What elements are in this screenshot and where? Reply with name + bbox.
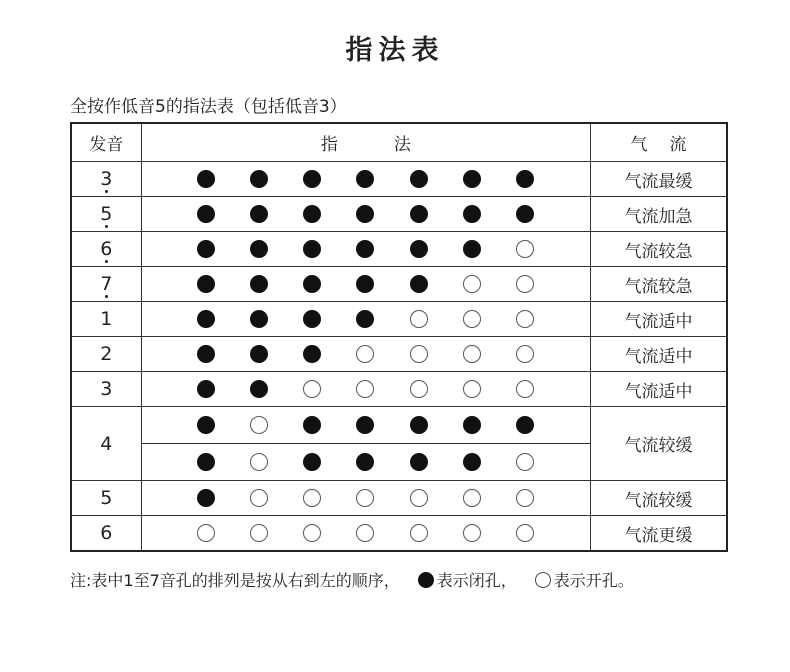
open-hole-icon [463, 345, 481, 363]
note-label: 5 [100, 487, 113, 509]
table-row [71, 162, 727, 197]
closed-hole-icon [303, 240, 321, 258]
note-cell [71, 372, 141, 407]
closed-hole-icon [197, 345, 215, 363]
closed-hole-icon [410, 453, 428, 471]
open-hole-icon [250, 416, 268, 434]
closed-hole-icon [197, 489, 215, 507]
closed-hole-icon [356, 275, 374, 293]
header-fingering: 指法 [141, 123, 590, 162]
closed-hole-icon [250, 380, 268, 398]
table-row [71, 302, 727, 337]
closed-hole-icon [250, 205, 268, 223]
air-cell: 气流更缓 [591, 516, 727, 552]
low-octave-dot [105, 295, 108, 298]
open-hole-icon [463, 275, 481, 293]
closed-hole-icon [410, 205, 428, 223]
air-cell: 气流较急 [591, 267, 727, 302]
note-label: 4 [100, 432, 113, 455]
air-cell: 气流适中 [591, 372, 727, 407]
open-hole-icon [516, 489, 534, 507]
closed-hole-icon [516, 170, 534, 188]
closed-hole-icon [463, 205, 481, 223]
open-hole-icon [303, 380, 321, 398]
open-hole-icon [410, 524, 428, 542]
closed-hole-icon [303, 275, 321, 293]
air-cell: 气流较急 [591, 232, 727, 267]
note-cell [71, 162, 141, 197]
note-cell [71, 481, 141, 516]
closed-hole-icon [303, 416, 321, 434]
fingering-cell [141, 232, 590, 267]
open-hole-icon [250, 453, 268, 471]
table-row [71, 481, 727, 516]
open-hole-icon [410, 345, 428, 363]
closed-hole-icon [410, 416, 428, 434]
open-hole-icon [197, 524, 215, 542]
page-title: 指法表 [345, 35, 445, 66]
closed-hole-icon [410, 170, 428, 188]
open-hole-icon [356, 380, 374, 398]
closed-hole-icon [303, 170, 321, 188]
air-cell: 气流较缓 [591, 407, 727, 481]
open-hole-icon [463, 310, 481, 328]
open-hole-icon [410, 310, 428, 328]
fingering-cell [141, 372, 590, 407]
open-hole-icon [356, 524, 374, 542]
open-hole-icon [303, 524, 321, 542]
table-row [71, 232, 727, 267]
closed-hole-icon [303, 310, 321, 328]
closed-hole-icon [250, 240, 268, 258]
open-hole-icon [516, 275, 534, 293]
closed-hole-icon [463, 240, 481, 258]
air-cell: 气流适中 [591, 302, 727, 337]
header-air: 气流 [591, 123, 727, 162]
closed-hole-icon [356, 416, 374, 434]
note-label: 6 [100, 522, 113, 544]
open-hole-icon [516, 240, 534, 258]
open-hole-icon [516, 524, 534, 542]
open-hole-icon [250, 524, 268, 542]
fingering-cell-alt [141, 444, 590, 481]
closed-hole-icon [197, 416, 215, 434]
table-row [71, 407, 727, 444]
open-hole-icon [463, 489, 481, 507]
open-hole-icon [463, 380, 481, 398]
closed-hole-icon [516, 205, 534, 223]
open-hole-icon [463, 524, 481, 542]
low-octave-dot [105, 225, 108, 228]
closed-hole-icon [410, 275, 428, 293]
closed-hole-icon [197, 453, 215, 471]
table-row [71, 372, 727, 407]
note-cell [71, 337, 141, 372]
open-hole-icon [410, 380, 428, 398]
closed-hole-icon [356, 453, 374, 471]
closed-hole-icon [197, 170, 215, 188]
open-hole-icon [303, 489, 321, 507]
footnote-closed-label: 表示闭孔， [436, 571, 517, 590]
header-note: 发音 [71, 123, 141, 162]
closed-hole-icon [463, 170, 481, 188]
closed-hole-icon [418, 572, 434, 588]
note-label: 2 [100, 343, 113, 365]
note-label: 3 [100, 378, 113, 400]
closed-hole-icon [303, 453, 321, 471]
closed-hole-icon [197, 310, 215, 328]
fingering-cell [141, 337, 590, 372]
header-row [71, 123, 727, 162]
closed-hole-icon [250, 275, 268, 293]
air-cell: 气流较缓 [591, 481, 727, 516]
closed-hole-icon [516, 416, 534, 434]
fingering-cell [141, 267, 590, 302]
closed-hole-icon [303, 205, 321, 223]
low-octave-dot [105, 190, 108, 193]
closed-hole-icon [463, 453, 481, 471]
closed-hole-icon [356, 205, 374, 223]
note-label: 5 [100, 203, 113, 225]
table-row [71, 197, 727, 232]
closed-hole-icon [197, 240, 215, 258]
note-label: 7 [100, 273, 113, 295]
fingering-cell [141, 162, 590, 197]
open-hole-icon [535, 572, 551, 588]
open-hole-icon [356, 345, 374, 363]
footnote [70, 568, 634, 591]
closed-hole-icon [197, 275, 215, 293]
closed-hole-icon [356, 310, 374, 328]
closed-hole-icon [250, 310, 268, 328]
air-cell: 气流适中 [591, 337, 727, 372]
fingering-cell [141, 516, 590, 552]
closed-hole-icon [303, 345, 321, 363]
closed-hole-icon [250, 345, 268, 363]
footnote-text: 注:表中1至7音孔的排列是按从右到左的顺序， [70, 571, 400, 590]
note-cell [71, 267, 141, 302]
note-cell [71, 407, 141, 481]
open-hole-icon [356, 489, 374, 507]
closed-hole-icon [356, 170, 374, 188]
air-cell: 气流最缓 [591, 162, 727, 197]
closed-hole-icon [197, 205, 215, 223]
note-cell [71, 516, 141, 552]
air-cell: 气流加急 [591, 197, 727, 232]
note-label: 1 [100, 308, 113, 330]
open-hole-icon [516, 310, 534, 328]
open-hole-icon [516, 380, 534, 398]
open-hole-icon [516, 453, 534, 471]
closed-hole-icon [410, 240, 428, 258]
open-hole-icon [410, 489, 428, 507]
fingering-table [70, 122, 728, 552]
table-row [71, 516, 727, 552]
closed-hole-icon [463, 416, 481, 434]
note-label: 3 [100, 168, 113, 190]
fingering-cell [141, 407, 590, 444]
closed-hole-icon [197, 380, 215, 398]
low-octave-dot [105, 260, 108, 263]
closed-hole-icon [250, 170, 268, 188]
table-row [71, 337, 727, 372]
note-label: 6 [100, 238, 113, 260]
open-hole-icon [516, 345, 534, 363]
open-hole-icon [250, 489, 268, 507]
note-cell [71, 197, 141, 232]
table-row [71, 267, 727, 302]
note-cell [71, 232, 141, 267]
fingering-cell [141, 302, 590, 337]
fingering-cell [141, 197, 590, 232]
table-subtitle: 全按作低音5的指法表（包括低音3） [70, 97, 347, 117]
closed-hole-icon [356, 240, 374, 258]
note-cell [71, 302, 141, 337]
fingering-cell [141, 481, 590, 516]
footnote-open-label: 表示开孔。 [553, 571, 634, 590]
